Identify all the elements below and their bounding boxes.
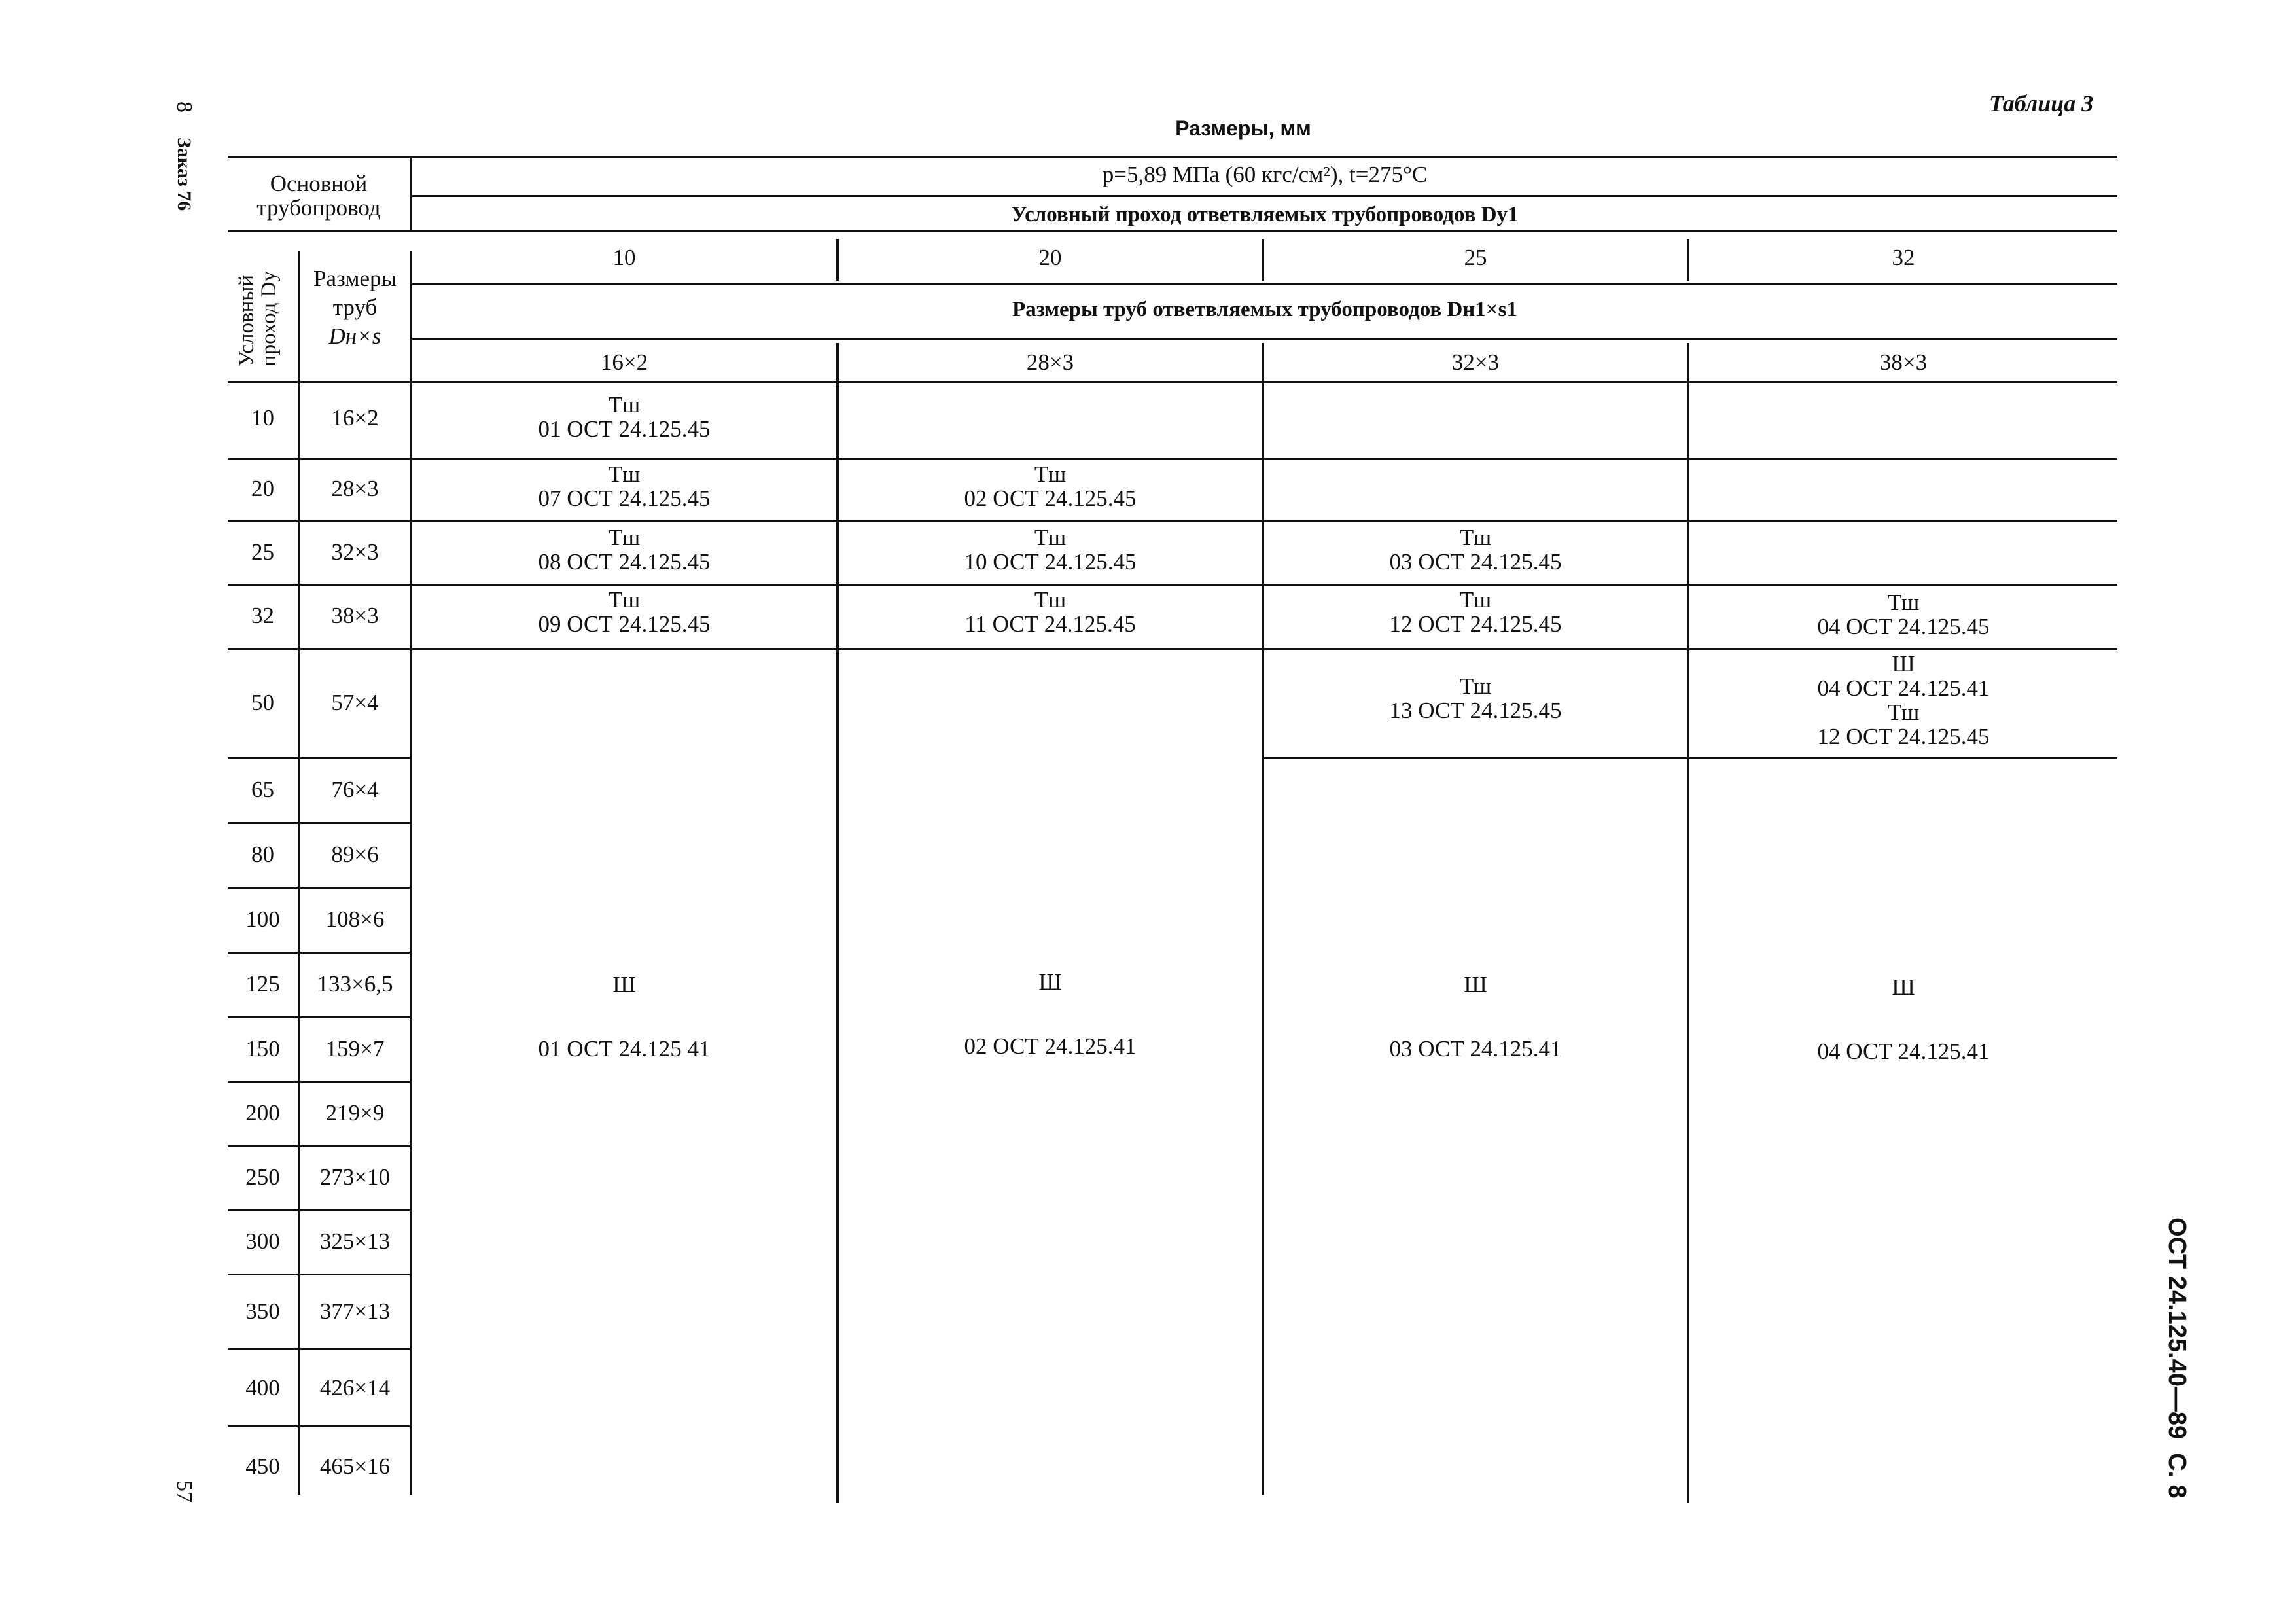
- fitting-standard: 02 ОСТ 24.125.41: [964, 1033, 1137, 1059]
- fitting-standard: 02 ОСТ 24.125.45: [964, 486, 1137, 511]
- fitting-type: Тш: [1887, 590, 1920, 615]
- fitting-type: Ш: [1464, 972, 1487, 997]
- fitting-type: Ш: [1892, 651, 1915, 677]
- fitting-standard: 01 ОСТ 24.125 41: [538, 1036, 711, 1061]
- rule-under-header: [228, 381, 2117, 383]
- pressure-conditions: p=5,89 МПа (60 кгс/см²), t=275°С: [1102, 162, 1428, 187]
- branch-size-title: Размеры труб ответвляемых трубопроводов Dн1×s1: [1012, 298, 1517, 321]
- row-rule-20: [228, 458, 2117, 460]
- fitting-standard: 03 ОСТ 24.125.45: [1389, 549, 1562, 575]
- dy-column-header: [236, 271, 280, 366]
- row-dy: 250: [245, 1164, 280, 1190]
- dy-header-line-2: проход Dу: [257, 270, 281, 366]
- row-size: 76×4: [331, 777, 379, 802]
- fitting-type: Ш: [612, 972, 636, 997]
- rule-top: [228, 156, 2117, 158]
- fitting-type: Тш: [1887, 700, 1920, 725]
- rule-under-conditions: [412, 195, 2117, 197]
- row-rule-450: [228, 1425, 412, 1427]
- fitting-type: Тш: [1459, 525, 1492, 550]
- fitting-standard: 12 ОСТ 24.125.45: [1389, 611, 1562, 637]
- fitting-standard: 03 ОСТ 24.125.41: [1389, 1036, 1562, 1061]
- cell-designation: [412, 393, 836, 441]
- row-rule-32: [228, 584, 2117, 586]
- row-dy: 100: [245, 906, 280, 932]
- rule-under-size-title: [412, 338, 2117, 340]
- fitting-type: Тш: [608, 392, 641, 418]
- row-size: 28×3: [331, 476, 379, 501]
- row-dy: 50: [251, 690, 274, 715]
- fitting-standard: 04 ОСТ 24.125.41: [1817, 1039, 1990, 1064]
- row-dy: 10: [251, 405, 274, 431]
- fitting-type: Тш: [1034, 587, 1067, 613]
- row-rule-80: [228, 822, 412, 824]
- fitting-standard: 07 ОСТ 24.125.45: [538, 486, 711, 511]
- row-size: 465×16: [319, 1454, 391, 1479]
- row-dy: 400: [245, 1375, 280, 1400]
- row-rule-65-dy: [228, 757, 412, 759]
- branch-size-20: 28×3: [1026, 349, 1074, 375]
- cell-designation: [1264, 588, 1687, 636]
- fitting-type: Тш: [1459, 587, 1492, 613]
- row-rule-125: [228, 952, 412, 954]
- fitting-type: Тш: [608, 525, 641, 550]
- cell-designation: [1264, 674, 1687, 722]
- row-dy: 200: [245, 1100, 280, 1126]
- left-order-number: Заказ 76: [173, 137, 195, 211]
- cell-designation: [412, 588, 836, 636]
- fitting-standard: 08 ОСТ 24.125.45: [538, 549, 711, 575]
- row-dy: 80: [251, 842, 274, 867]
- main-pipe-line-2: трубопровод: [256, 195, 381, 221]
- right-page-label: С. 8: [2163, 1453, 2191, 1499]
- cell-designation: [412, 462, 836, 510]
- row-rule-65-right: [1263, 757, 2117, 759]
- row-rule-400: [228, 1348, 412, 1350]
- row-size: 108×6: [325, 906, 385, 932]
- fitting-standard: 09 ОСТ 24.125.45: [538, 611, 711, 637]
- fitting-standard: 04 ОСТ 24.125.45: [1817, 614, 1990, 639]
- row-size: 57×4: [331, 690, 379, 715]
- row-size: 325×13: [319, 1228, 391, 1254]
- size-header-line-3: Dн×s: [328, 323, 381, 349]
- row-dy: 350: [245, 1298, 280, 1324]
- rule-under-bores: [412, 283, 2117, 285]
- row-dy: 65: [251, 777, 274, 802]
- fitting-standard: 01 ОСТ 24.125.45: [538, 416, 711, 442]
- branch-size-32: 38×3: [1879, 349, 1928, 375]
- row-dy: 450: [245, 1454, 280, 1479]
- row-size: 16×2: [331, 405, 379, 431]
- cell-designation: [412, 526, 836, 574]
- row-rule-150: [228, 1016, 412, 1018]
- branch-bore-10: 10: [612, 245, 636, 270]
- right-standard-number: ОСТ 24.125.40—89: [2163, 1217, 2191, 1440]
- row-size: 219×9: [325, 1100, 385, 1126]
- cell-designation-large: [839, 966, 1262, 1063]
- cell-designation-large: [412, 969, 836, 1065]
- row-size: 377×13: [319, 1298, 391, 1324]
- size-header-line-2: труб: [332, 294, 378, 320]
- row-rule-100: [228, 887, 412, 889]
- cell-designation-large: [1689, 971, 2117, 1068]
- fitting-type: Ш: [1038, 969, 1062, 995]
- table-label: Таблица 3: [1989, 90, 2094, 116]
- row-dy: 25: [251, 539, 274, 565]
- main-pipe-line-1: Основной: [270, 171, 368, 196]
- fitting-standard: 13 ОСТ 24.125.45: [1389, 698, 1562, 723]
- size-column-header: [300, 264, 410, 351]
- left-page-number: 8: [172, 101, 196, 113]
- cell-designation: [839, 462, 1262, 510]
- branch-size-25: 32×3: [1451, 349, 1500, 375]
- cell-designation-large: [1264, 969, 1687, 1065]
- branch-bore-32: 32: [1892, 245, 1915, 270]
- fitting-type: Тш: [1034, 461, 1067, 487]
- row-rule-300: [228, 1209, 412, 1211]
- dy-header-line-1: Условный: [235, 274, 258, 366]
- row-dy: 32: [251, 603, 274, 628]
- cell-designation: [839, 526, 1262, 574]
- fitting-type: Тш: [1034, 525, 1067, 550]
- size-header-line-1: Размеры: [313, 266, 397, 291]
- row-dy: 150: [245, 1036, 280, 1061]
- cell-designation: [1689, 590, 2117, 639]
- fitting-type: Тш: [608, 587, 641, 613]
- row-size: 89×6: [331, 842, 379, 867]
- row-size: 133×6,5: [317, 971, 393, 997]
- row-rule-25: [228, 520, 2117, 522]
- branch-bore-20: 20: [1038, 245, 1062, 270]
- left-sheet-number: 57: [172, 1480, 196, 1503]
- fitting-standard: 11 ОСТ 24.125.45: [964, 611, 1136, 637]
- col-rule-25-32-body: [1687, 382, 1689, 1503]
- branch-size-10: 16×2: [600, 349, 648, 375]
- row-rule-50: [228, 648, 2117, 650]
- fitting-type: Ш: [1892, 974, 1915, 1000]
- row-size: 32×3: [331, 539, 379, 565]
- row-dy: 125: [245, 971, 280, 997]
- cell-designation: [839, 588, 1262, 636]
- cell-designation: [1264, 526, 1687, 574]
- fitting-standard: 12 ОСТ 24.125.45: [1817, 724, 1990, 749]
- row-size: 426×14: [319, 1375, 391, 1400]
- fitting-standard: 04 ОСТ 24.125.41: [1817, 675, 1990, 701]
- fitting-type: Тш: [608, 461, 641, 487]
- branch-bore-25: 25: [1464, 245, 1487, 270]
- branch-bore-title: Условный проход ответвляемых трубопроводов Dу1: [1011, 203, 1519, 226]
- rule-under-bore-title: [228, 230, 2117, 232]
- row-size: 38×3: [331, 603, 379, 628]
- row-size: 159×7: [325, 1036, 385, 1061]
- page-title: Размеры, мм: [1175, 116, 1311, 140]
- row-rule-350: [228, 1274, 412, 1275]
- row-size: 273×10: [319, 1164, 391, 1190]
- row-rule-250: [228, 1145, 412, 1147]
- fitting-standard: 10 ОСТ 24.125.45: [964, 549, 1137, 575]
- cell-designation: [1689, 652, 2117, 749]
- fitting-type: Тш: [1459, 673, 1492, 699]
- row-dy: 300: [245, 1228, 280, 1254]
- row-dy: 20: [251, 476, 274, 501]
- row-rule-200: [228, 1081, 412, 1083]
- main-pipe-header: [228, 171, 410, 220]
